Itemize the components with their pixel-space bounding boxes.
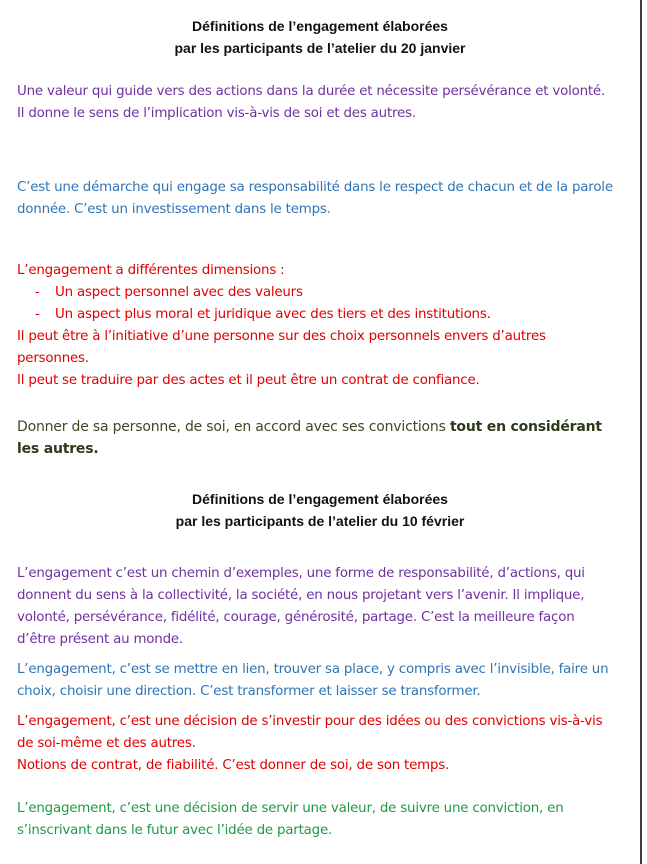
section1-paragraph-3-line2: Il peut être à l’initiative d’une personne sur des choix personnels envers d’autres personnes. bbox=[17, 329, 546, 366]
section1-paragraph-4-emphasis: tout en considérant les autres. bbox=[17, 419, 602, 457]
section1-paragraph-2 bbox=[17, 177, 615, 221]
section1-paragraph-3-intro: L’engagement a différentes dimensions : bbox=[17, 263, 285, 278]
section1-paragraph-4 bbox=[17, 416, 615, 460]
section2-paragraph-3 bbox=[17, 711, 615, 777]
section1-paragraph-3-line3: Il peut se traduire par des actes et il peut être un contrat de confiance. bbox=[17, 373, 480, 388]
section1-title-line1: Définitions de l’engagement élaborées bbox=[192, 18, 448, 34]
section1-title bbox=[0, 15, 640, 59]
section1-paragraph-3 bbox=[17, 260, 615, 392]
dimensions-list bbox=[17, 282, 615, 326]
section1-paragraph-4-text bbox=[17, 416, 615, 460]
section2-title bbox=[0, 488, 640, 532]
section1-paragraph-1-line2: Il donne le sens de l’implication vis-à-vis de soi et des autres. bbox=[17, 106, 416, 121]
section2-paragraph-2 bbox=[17, 659, 615, 703]
section1-paragraph-2-text: C’est une démarche qui engage sa responsabilité dans le respect de chacun et de la parole donnée. C’est un investissement dans le temps. bbox=[17, 180, 613, 217]
section2-title-line1: Définitions de l’engagement élaborées bbox=[192, 491, 448, 507]
section2-paragraph-3-line1: L’engagement, c’est une décision de s’investir pour des idées ou des convictions vis-à-vis de soi-même et des autres. bbox=[17, 714, 603, 751]
dimensions-list-item: - Un aspect plus moral et juridique avec des tiers et des institutions. bbox=[17, 304, 615, 326]
section1-paragraph-1-line1: Une valeur qui guide vers des actions dans la durée et nécessite persévérance et volonté. bbox=[17, 84, 606, 99]
section2-paragraph-4 bbox=[17, 798, 615, 842]
section2-paragraph-3-line2: Notions de contrat, de fiabilité. C’est donner de soi, de son temps. bbox=[17, 758, 450, 773]
section1-paragraph-1 bbox=[17, 81, 615, 125]
section2-title-line2: par les participants de l’atelier du 10 février bbox=[175, 513, 465, 529]
section1-title-line2: par les participants de l’atelier du 20 janvier bbox=[174, 40, 466, 56]
section1-paragraph-4-normal: Donner de sa personne, de soi, en accord avec ses convictions bbox=[17, 419, 450, 435]
section2-paragraph-1-text: L’engagement c’est un chemin d’exemples, une forme de responsabilité, d’actions, qui donnent du sens à la collectivité, la société, en nous projetant vers l’avenir. Il implique, volonté, persévérance, fidélité, courage, générosité, partage. C’est la meilleure façon d’être présent au monde. bbox=[17, 566, 585, 647]
section2-paragraph-2-text: L’engagement, c’est se mettre en lien, trouver sa place, y compris avec l’invisible, faire un choix, choisir une direction. C’est transformer et laisser se transformer. bbox=[17, 662, 609, 699]
section2-paragraph-4-text: L’engagement, c’est une décision de servir une valeur, de suivre une conviction, en s’inscrivant dans le futur avec l’idée de partage. bbox=[17, 801, 564, 838]
section2-paragraph-1 bbox=[17, 563, 615, 651]
dimensions-list-item: - Un aspect personnel avec des valeurs bbox=[17, 282, 615, 304]
page-edge-border bbox=[640, 0, 642, 864]
